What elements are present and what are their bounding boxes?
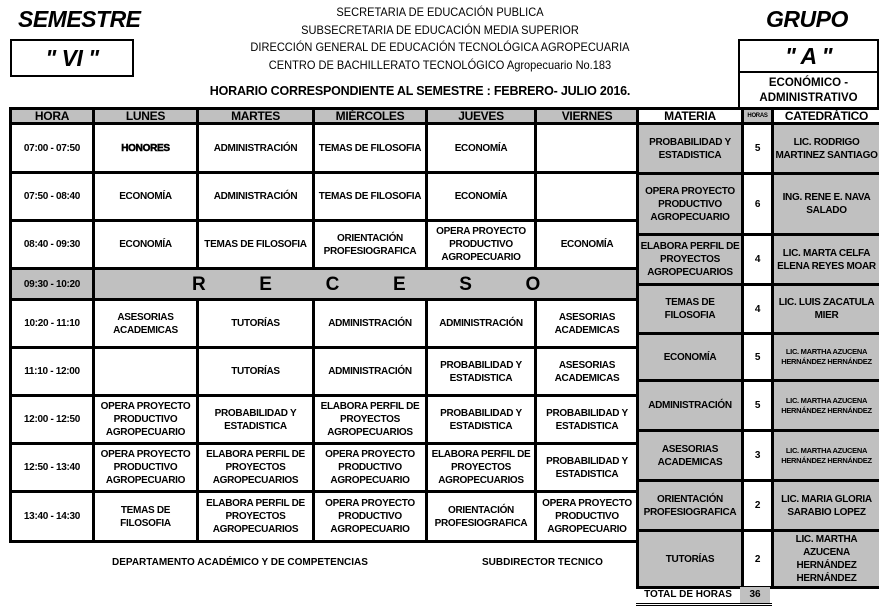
schedule-cell: OPERA PROYECTO PRODUCTIVO AGROPECUARIO — [315, 493, 425, 540]
catedratico-name: LIC. MARTA CELFA ELENA REYES MOAR — [774, 236, 879, 283]
catedratico-name: LIC. LUIS ZACATULA MIER — [774, 286, 879, 332]
receso-letter: S — [459, 273, 472, 295]
schedule-cell: TUTORÍAS — [199, 301, 312, 346]
header-line: DIRECCIÓN GENERAL DE EDUCACIÓN TECNOLÓGICA AGROPECUARIA — [250, 40, 630, 54]
schedule-cell: TEMAS DE FILOSOFIA — [315, 174, 425, 219]
materia-name: OPERA PROYECTO PRODUCTIVO AGROPECUARIO — [639, 175, 741, 233]
column-header: JUEVES — [428, 110, 534, 122]
receso-letter: E — [259, 273, 272, 295]
materia-name: ASESORIAS ACADEMICAS — [639, 432, 741, 479]
total-label: TOTAL DE HORAS — [644, 589, 732, 600]
time-cell: 09:30 - 10:20 — [12, 270, 92, 298]
header-line: SUBSECRETARIA DE EDUCACIÓN MEDIA SUPERIOR — [301, 22, 579, 37]
catedratico-name: LIC. MARTHA AZUCENA HERNÁNDEZ HERNÁNDEZ — [774, 382, 879, 429]
grupo-label: GRUPO — [766, 6, 848, 32]
schedule-cell: ECONOMÍA — [428, 125, 534, 171]
receso-letter: R — [191, 273, 206, 295]
column-header: LUNES — [95, 110, 196, 122]
horario-title: HORARIO CORRESPONDIENTE AL SEMESTRE : FEBRERO- JULIO 2016. — [209, 84, 631, 98]
schedule-cell: ECONOMÍA — [95, 222, 196, 267]
catedratico-name: LIC. MARIA GLORIA SARABIO LOPEZ — [774, 482, 879, 529]
schedule-table — [9, 107, 639, 543]
column-header: CATEDRÁTICO — [774, 110, 879, 122]
schedule-cell: ADMINISTRACIÓN — [428, 301, 534, 346]
schedule-cell — [537, 125, 637, 171]
schedule-cell: ADMINISTRACIÓN — [199, 174, 312, 219]
column-header: HORA — [12, 110, 92, 122]
schedule-cell — [95, 349, 196, 394]
subdirector-signature: SUBDIRECTOR TECNICO — [482, 557, 603, 568]
schedule-cell: OPERA PROYECTO PRODUCTIVO AGROPECUARIO — [95, 397, 196, 442]
schedule-cell: ADMINISTRACIÓN — [315, 301, 425, 346]
institution-header — [219, 4, 661, 74]
total-value: 36 — [740, 587, 770, 603]
materia-name: ORIENTACIÓN PROFESIOGRAFICA — [639, 482, 741, 529]
materia-hours: 2 — [744, 482, 771, 529]
materia-name: ADMINISTRACIÓN — [639, 382, 741, 429]
materia-hours: 6 — [744, 175, 771, 233]
schedule-cell: ASESORIAS ACADEMICAS — [537, 301, 637, 346]
header-line: SECRETARIA DE EDUCACIÓN PUBLICA — [336, 5, 544, 19]
schedule-cell: ECONOMÍA — [95, 174, 196, 219]
time-cell: 12:50 - 13:40 — [12, 445, 92, 490]
column-header: MATERIA — [639, 110, 741, 122]
departamento-signature: DEPARTAMENTO ACADÉMICO Y DE COMPETENCIAS — [112, 557, 368, 568]
schedule-cell: TEMAS DE FILOSOFIA — [199, 222, 312, 267]
schedule-cell: ELABORA PERFIL DE PROYECTOS AGROPECUARIOS — [428, 445, 534, 490]
materia-name: TUTORÍAS — [639, 532, 741, 586]
receso-letter: O — [525, 273, 541, 295]
semestre-label: SEMESTRE — [18, 6, 141, 32]
schedule-cell: ECONOMÍA — [537, 222, 637, 267]
schedule-cell: PROBABILIDAD Y ESTADISTICA — [199, 397, 312, 442]
materia-name: ECONOMÍA — [639, 335, 741, 379]
header-line: CENTRO DE BACHILLERATO TECNOLÓGICO Agropecuario No.183 — [268, 57, 612, 72]
catedratico-name: ING. RENE E. NAVA SALADO — [774, 175, 879, 233]
schedule-cell: ORIENTACIÓN PROFESIOGRAFICA — [315, 222, 425, 267]
schedule-cell: PROBABILIDAD Y ESTADISTICA — [537, 397, 637, 442]
grupo-value: " A " — [738, 39, 879, 73]
materia-name: ELABORA PERFIL DE PROYECTOS AGROPECUARIOS — [639, 236, 741, 283]
time-cell: 12:00 - 12:50 — [12, 397, 92, 442]
column-header: MIÉRCOLES — [315, 110, 425, 122]
schedule-cell: TEMAS DE FILOSOFIA — [95, 493, 196, 540]
materia-hours: 5 — [744, 125, 771, 172]
receso-band — [95, 270, 637, 298]
column-header: HORAS — [744, 110, 771, 122]
schedule-cell: ADMINISTRACIÓN — [199, 125, 312, 171]
schedule-cell: ORIENTACIÓN PROFESIOGRAFICA — [428, 493, 534, 540]
column-header: VIERNES — [537, 110, 637, 122]
materia-hours: 5 — [744, 335, 771, 379]
schedule-cell — [537, 174, 637, 219]
schedule-cell: OPERA PROYECTO PRODUCTIVO AGROPECUARIO — [315, 445, 425, 490]
catedratico-name: LIC. MARTHA AZUCENA HERNÁNDEZ HERNÁNDEZ — [774, 432, 879, 479]
schedule-cell: PROBABILIDAD Y ESTADISTICA — [537, 445, 637, 490]
schedule-cell: OPERA PROYECTO PRODUCTIVO AGROPECUARIO — [95, 445, 196, 490]
semestre-value: " VI " — [10, 39, 134, 77]
schedule-cell: HONORES — [95, 125, 196, 171]
materia-hours: 3 — [744, 432, 771, 479]
materia-hours: 4 — [744, 236, 771, 283]
especialidad: ECONÓMICO - ADMINISTRATIVO — [738, 71, 879, 109]
schedule-cell: OPERA PROYECTO PRODUCTIVO AGROPECUARIO — [537, 493, 637, 540]
schedule-cell: ADMINISTRACIÓN — [315, 349, 425, 394]
catedratico-name: LIC. RODRIGO MARTINEZ SANTIAGO — [774, 125, 879, 172]
materia-name: PROBABILIDAD Y ESTADISTICA — [639, 125, 741, 172]
catedratico-name: LIC. MARTHA AZUCENA HERNÁNDEZ HERNÁNDEZ — [774, 532, 879, 586]
total-row — [636, 587, 772, 606]
time-cell: 07:00 - 07:50 — [12, 125, 92, 171]
receso-letter: C — [325, 273, 340, 295]
time-cell: 11:10 - 12:00 — [12, 349, 92, 394]
schedule-cell: PROBABILIDAD Y ESTADISTICA — [428, 397, 534, 442]
schedule-cell: OPERA PROYECTO PRODUCTIVO AGROPECUARIO — [428, 222, 534, 267]
time-cell: 13:40 - 14:30 — [12, 493, 92, 540]
materias-table — [636, 107, 879, 589]
schedule-cell: ASESORIAS ACADEMICAS — [537, 349, 637, 394]
catedratico-name: LIC. MARTHA AZUCENA HERNÁNDEZ HERNÁNDEZ — [774, 335, 879, 379]
time-cell: 08:40 - 09:30 — [12, 222, 92, 267]
schedule-cell: ELABORA PERFIL DE PROYECTOS AGROPECUARIOS — [315, 397, 425, 442]
column-header: MARTES — [199, 110, 312, 122]
schedule-cell: ELABORA PERFIL DE PROYECTOS AGROPECUARIOS — [199, 445, 312, 490]
time-cell: 07:50 - 08:40 — [12, 174, 92, 219]
receso-letter: E — [392, 273, 406, 295]
schedule-cell: TUTORÍAS — [199, 349, 312, 394]
time-cell: 10:20 - 11:10 — [12, 301, 92, 346]
materia-hours: 4 — [744, 286, 771, 332]
materia-hours: 5 — [744, 382, 771, 429]
materia-name: TEMAS DE FILOSOFIA — [639, 286, 741, 332]
schedule-cell: PROBABILIDAD Y ESTADISTICA — [428, 349, 534, 394]
schedule-cell: TEMAS DE FILOSOFIA — [315, 125, 425, 171]
schedule-cell: ELABORA PERFIL DE PROYECTOS AGROPECUARIOS — [199, 493, 312, 540]
schedule-cell: ECONOMÍA — [428, 174, 534, 219]
materia-hours: 2 — [744, 532, 771, 586]
schedule-cell: ASESORIAS ACADEMICAS — [95, 301, 196, 346]
